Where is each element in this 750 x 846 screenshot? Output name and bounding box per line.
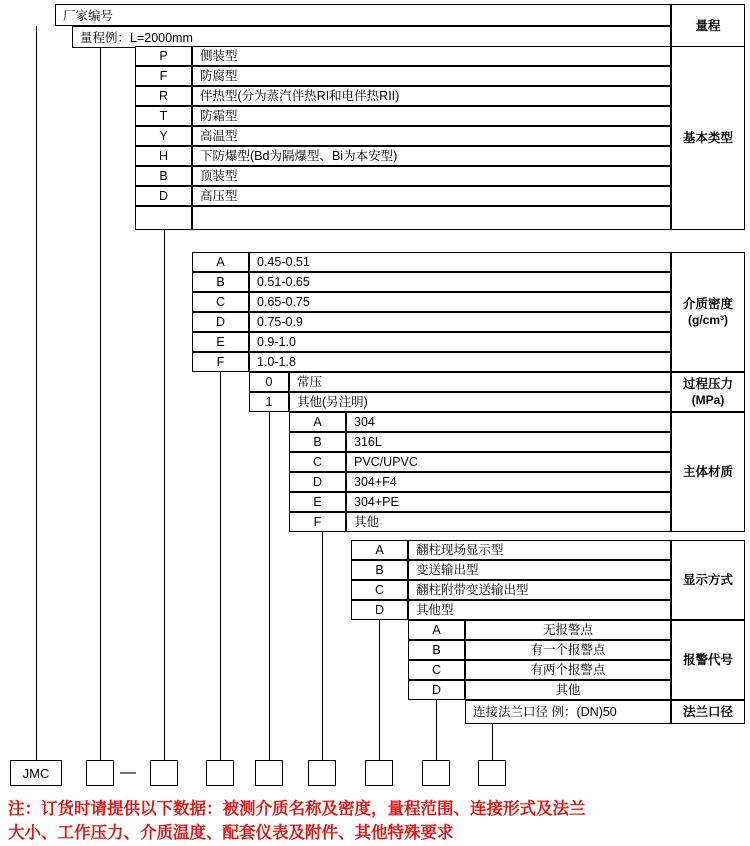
desc-text: PVC/UPVC [354, 454, 418, 469]
display-code-1 [351, 560, 408, 580]
model-blank-4 [308, 760, 336, 786]
desc-text: 1.0-1.8 [257, 354, 296, 369]
display-desc-3 [408, 600, 671, 620]
group-process-pressure-unit: (MPa) [691, 392, 725, 407]
group-medium-density-label: 介质密度 [682, 297, 733, 312]
basic-type-code-6 [135, 166, 192, 186]
alarm-code-2 [408, 660, 465, 680]
desc-text: 0.9-1.0 [257, 334, 296, 349]
factory-number-row [55, 4, 671, 26]
code-text: F [159, 68, 168, 83]
order-note-line-1: 注：订货时请提供以下数据：被测介质名称及密度，量程范围、连接形式及法兰 [8, 800, 586, 818]
desc-text: 常压 [297, 374, 323, 389]
basic-type-desc-7 [192, 186, 671, 206]
material-desc-5 [346, 512, 671, 532]
code-text: 0 [265, 374, 273, 389]
group-process-pressure [671, 372, 745, 412]
density-desc-3 [249, 312, 671, 332]
code-text: C [374, 582, 385, 597]
density-desc-2 [249, 292, 671, 312]
code-text: D [431, 682, 442, 697]
material-desc-1 [346, 432, 671, 452]
alarm-code-1 [408, 640, 465, 660]
desc-text: 有一个报警点 [530, 642, 606, 657]
connector-line-range [100, 48, 101, 760]
alarm-desc-3 [465, 680, 671, 700]
alarm-code-0 [408, 620, 465, 640]
model-blank-3 [255, 760, 283, 786]
range-example-label: 量程例：L=2000mm [80, 31, 193, 45]
desc-text: 316L [354, 434, 382, 449]
code-text: A [432, 622, 441, 637]
desc-text: 0.75-0.9 [257, 314, 303, 329]
code-text: B [216, 274, 225, 289]
density-code-1 [192, 272, 249, 292]
desc-text: 304+F4 [354, 474, 397, 489]
pressure-desc-1 [289, 392, 671, 412]
alarm-desc-0 [465, 620, 671, 640]
alarm-desc-1 [465, 640, 671, 660]
material-code-1 [289, 432, 346, 452]
code-text: B [432, 642, 441, 657]
model-dash: — [120, 764, 136, 781]
factory-number-label: 厂家编号 [63, 9, 114, 23]
material-desc-0 [346, 412, 671, 432]
desc-text: 304+PE [354, 494, 399, 509]
flange-diameter-row [465, 700, 671, 724]
pressure-desc-0 [289, 372, 671, 392]
density-desc-4 [249, 332, 671, 352]
density-desc-1 [249, 272, 671, 292]
density-code-3 [192, 312, 249, 332]
display-code-3 [351, 600, 408, 620]
material-code-5 [289, 512, 346, 532]
model-blank-5 [365, 760, 393, 786]
desc-text: 其他 [354, 514, 380, 529]
basic-type-code-2 [135, 86, 192, 106]
code-text: E [216, 334, 225, 349]
code-text: A [216, 254, 225, 269]
desc-text: 其他型 [416, 602, 454, 617]
desc-text: 高温型 [200, 128, 238, 143]
basic-type-desc-6 [192, 166, 671, 186]
display-desc-1 [408, 560, 671, 580]
code-text: A [313, 414, 322, 429]
display-desc-2 [408, 580, 671, 600]
connector-line-pressure [269, 412, 270, 760]
code-text: Y [159, 128, 168, 143]
density-desc-5 [249, 352, 671, 372]
density-code-2 [192, 292, 249, 312]
connector-line-density [220, 372, 221, 760]
group-basic-type-label: 基本类型 [682, 130, 733, 145]
group-flange-diameter-label: 法兰口径 [682, 704, 733, 719]
group-medium-density-unit: (g/cm³) [688, 312, 728, 327]
connector-line-model [36, 26, 37, 760]
connector-line-basic-type [164, 230, 165, 760]
group-medium-density [671, 252, 745, 372]
model-blank-2 [206, 760, 234, 786]
connector-line-flange [492, 724, 493, 760]
range-example-row [72, 26, 671, 48]
code-text: A [375, 542, 384, 557]
desc-text: 下防爆型(Bd为隔爆型、Bi为本安型) [200, 148, 398, 163]
desc-text: 无报警点 [542, 622, 593, 637]
material-code-4 [289, 492, 346, 512]
group-range [671, 4, 745, 48]
group-body-material [671, 412, 745, 532]
group-alarm-code-label: 报警代号 [682, 652, 733, 667]
code-text: D [158, 188, 169, 203]
desc-text: 翻柱附带变送输出型 [416, 582, 529, 597]
display-desc-0 [408, 540, 671, 560]
desc-text: 顶装型 [200, 168, 238, 183]
order-note-line-2: 大小、工作压力、介质温度、配套仪表及附件、其他特殊要求 [8, 824, 454, 842]
connector-line-alarm [436, 700, 437, 760]
desc-text: 有两个报警点 [530, 662, 606, 677]
group-body-material-label: 主体材质 [682, 464, 733, 479]
material-desc-4 [346, 492, 671, 512]
connector-line-material [322, 532, 323, 760]
basic-type-desc-1 [192, 66, 671, 86]
model-blank-0 [86, 760, 114, 786]
code-text: C [215, 294, 226, 309]
model-blank-1 [150, 760, 178, 786]
material-desc-2 [346, 452, 671, 472]
code-text: C [312, 454, 323, 469]
code-text: F [216, 354, 225, 369]
code-text: D [374, 602, 385, 617]
desc-text: 防霜型 [200, 108, 238, 123]
basic-type-code-0 [135, 46, 192, 66]
basic-type-code-4 [135, 126, 192, 146]
group-display-mode [671, 540, 745, 620]
material-code-3 [289, 472, 346, 492]
group-basic-type [671, 46, 745, 230]
code-text: P [159, 48, 168, 63]
desc-text: 防腐型 [200, 68, 238, 83]
basic-type-desc-4 [192, 126, 671, 146]
code-text: E [313, 494, 322, 509]
desc-text: 其他 [555, 682, 581, 697]
material-code-2 [289, 452, 346, 472]
desc-text: 0.45-0.51 [257, 254, 310, 269]
group-flange-diameter [671, 700, 745, 724]
basic-type-desc-2 [192, 86, 671, 106]
code-text: C [431, 662, 442, 677]
code-text: D [312, 474, 323, 489]
code-text: T [159, 108, 168, 123]
desc-text: 其他(另注明) [297, 394, 368, 409]
group-range-label: 量程 [695, 18, 721, 33]
density-code-0 [192, 252, 249, 272]
desc-text: 侧装型 [200, 48, 238, 63]
code-text: B [375, 562, 384, 577]
desc-text: 伴热型(分为蒸汽伴热RI和电伴热RII) [200, 88, 400, 103]
basic-type-code-1 [135, 66, 192, 86]
pressure-code-0 [249, 372, 289, 392]
basic-type-desc-5 [192, 146, 671, 166]
basic-type-code-3 [135, 106, 192, 126]
basic-type-spacer-right [192, 206, 671, 230]
group-process-pressure-label: 过程压力 [682, 377, 733, 392]
code-text: B [313, 434, 322, 449]
code-text: 1 [265, 394, 273, 409]
density-code-5 [192, 352, 249, 372]
model-code-box [10, 760, 62, 786]
group-display-mode-label: 显示方式 [682, 572, 733, 587]
code-text: B [159, 168, 168, 183]
basic-type-code-7 [135, 186, 192, 206]
desc-text: 0.65-0.75 [257, 294, 310, 309]
basic-type-spacer-left [135, 206, 192, 230]
code-text: F [313, 514, 322, 529]
desc-text: 高压型 [200, 188, 238, 203]
pressure-code-1 [249, 392, 289, 412]
alarm-code-3 [408, 680, 465, 700]
model-blank-6 [422, 760, 450, 786]
code-text: H [158, 148, 169, 163]
desc-text: 变送输出型 [416, 562, 479, 577]
material-desc-3 [346, 472, 671, 492]
density-desc-0 [249, 252, 671, 272]
basic-type-desc-0 [192, 46, 671, 66]
desc-text: 连接法兰口径 例：(DN)50 [473, 704, 617, 719]
group-alarm-code [671, 620, 745, 700]
code-text: R [158, 88, 169, 103]
display-code-2 [351, 580, 408, 600]
desc-text: 304 [354, 414, 375, 429]
display-code-0 [351, 540, 408, 560]
connector-line-display [379, 620, 380, 760]
desc-text: 翻柱现场显示型 [416, 542, 504, 557]
alarm-desc-2 [465, 660, 671, 680]
model-blank-7 [478, 760, 506, 786]
basic-type-desc-3 [192, 106, 671, 126]
basic-type-code-5 [135, 146, 192, 166]
code-text: D [215, 314, 226, 329]
density-code-4 [192, 332, 249, 352]
model-code-label: JMC [22, 765, 50, 781]
desc-text: 0.51-0.65 [257, 274, 310, 289]
material-code-0 [289, 412, 346, 432]
